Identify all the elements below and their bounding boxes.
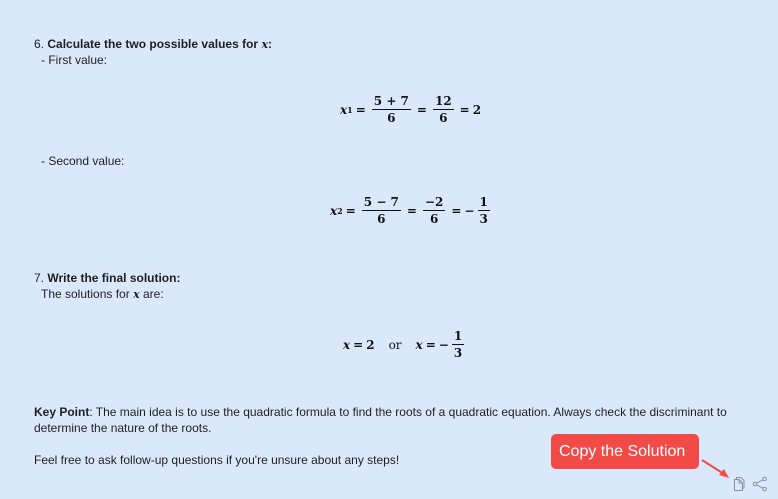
step6-heading: [34, 36, 272, 53]
subscript: 2: [337, 205, 343, 216]
fraction: [478, 195, 490, 226]
result: 2: [472, 102, 482, 117]
equals: =: [451, 203, 462, 218]
numerator: 1: [479, 195, 488, 209]
var: x: [415, 337, 423, 352]
step7-heading: [34, 270, 180, 286]
equals: =: [416, 102, 427, 117]
followup-text: Feel free to ask follow-up questions if you're unsure about any steps!: [34, 453, 400, 467]
equation-x2: [330, 195, 493, 226]
final-solution: [343, 329, 467, 360]
equals: =: [425, 337, 436, 352]
first-value-label: - First value:: [41, 53, 108, 67]
step-title: Write the final solution:: [47, 271, 181, 285]
numerator: 5 + 7: [373, 94, 409, 108]
equals: =: [353, 337, 364, 352]
equals: =: [345, 203, 356, 218]
equation-x1: [340, 94, 481, 125]
colon: :: [268, 37, 272, 51]
var: x: [343, 337, 351, 352]
intro-text: are:: [142, 287, 164, 301]
key-point-text: : The main idea is to use the quadratic formula to find the roots of a quadratic equation. Always check the discriminant to determine the nature of the roots.: [34, 405, 727, 435]
or-text: or: [388, 337, 402, 352]
denominator: 6: [377, 212, 386, 226]
fraction: [362, 195, 401, 226]
subscript: 1: [347, 104, 353, 115]
key-point-label: Key Point: [34, 405, 90, 419]
denominator: 6: [387, 111, 396, 125]
var: x: [330, 203, 338, 218]
minus-sign: −: [438, 337, 449, 352]
denominator: 6: [439, 111, 448, 125]
step-number: 6.: [34, 37, 45, 51]
denominator: 3: [479, 212, 488, 226]
solutions-intro: [41, 286, 164, 303]
numerator: −2: [424, 195, 444, 209]
denominator: 6: [429, 212, 439, 226]
arrow-icon: [700, 458, 732, 480]
step-title: Calculate the two possible values for: [47, 37, 259, 51]
numerator: 5 − 7: [363, 195, 399, 209]
variable: x: [261, 38, 268, 51]
denominator: 3: [453, 346, 463, 360]
copy-icon[interactable]: [731, 476, 745, 492]
numerator: 1: [453, 329, 463, 343]
equals: =: [406, 203, 417, 218]
minus-sign: −: [464, 203, 475, 218]
value: 2: [366, 337, 375, 352]
intro-text: The solutions for: [41, 287, 130, 301]
equals: =: [459, 102, 470, 117]
fraction: [423, 195, 445, 226]
fraction: [433, 94, 454, 125]
fraction: [452, 329, 464, 360]
key-point: [34, 404, 774, 436]
var: x: [340, 102, 348, 117]
callout-label: Copy the Solution: [559, 442, 686, 460]
fraction: [372, 94, 411, 125]
copy-solution-callout: [551, 434, 699, 469]
numerator: 12: [434, 94, 452, 108]
variable: x: [133, 288, 140, 301]
step-number: 7.: [34, 271, 45, 285]
share-icon[interactable]: [752, 476, 768, 492]
second-value-label: - Second value:: [41, 154, 125, 168]
equals: =: [355, 102, 366, 117]
